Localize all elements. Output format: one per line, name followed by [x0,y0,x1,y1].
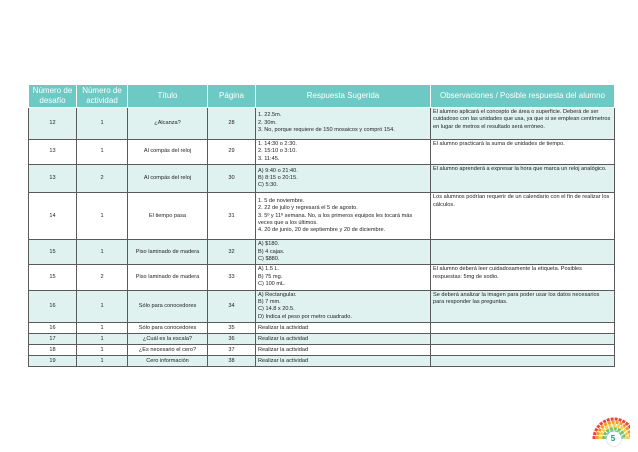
cell-desafio: 17 [29,334,77,345]
cell-observaciones [431,356,615,367]
cell-titulo: ¿Es necesario el cero? [128,345,208,356]
cell-desafio: 15 [29,240,77,265]
header-pagina: Página [208,85,256,108]
cell-desafio: 13 [29,165,77,193]
respuesta-line: 2. 22 de julio y regresará el 5 de agosto. [258,205,358,212]
respuesta-line: C) 14.8 x 20.5. [258,306,295,313]
respuesta-line: 3. No, porque requiere de 150 mosaicos y compró 154. [258,127,395,134]
table-row [29,140,615,165]
respuesta-line: Realizar la actividad [258,346,309,353]
cell-observaciones: Los alumnos podrían requerir de un calendario con el fin de realizar los cálculos. [431,193,615,240]
table-row [29,193,615,240]
cell-actividad: 2 [77,265,128,290]
respuesta-line: C) $880. [258,256,280,263]
respuesta-line: A) 1.5 L. [258,266,280,273]
header-respuesta: Respuesta Sugerida [256,85,431,108]
cell-actividad: 1 [77,334,128,345]
cell-desafio: 16 [29,290,77,323]
table-row [29,265,615,290]
cell-titulo: Piso laminado de madera [128,240,208,265]
cell-pagina: 30 [208,165,256,193]
cell-observaciones: El alumno deberá leer cuidadosamente la etiqueta. Posibles respuestas: 5mg de sodio. [431,265,615,290]
respuesta-line: B) 7 mm. [258,299,281,306]
cell-desafio: 12 [29,108,77,140]
cell-respuesta [256,334,431,345]
cell-respuesta [256,165,431,193]
cell-respuesta [256,265,431,290]
cell-titulo: Al compás del reloj [128,165,208,193]
cell-pagina: 32 [208,240,256,265]
cell-respuesta [256,345,431,356]
respuesta-line: 4. 20 de junio, 20 de septiembre y 20 de diciembre. [258,227,386,234]
table-body [29,108,615,367]
cell-actividad: 1 [77,108,128,140]
header-numero-actividad: Número de actividad [77,85,128,108]
cell-titulo: El tiempo pasa [128,193,208,240]
cell-pagina: 28 [208,108,256,140]
cell-respuesta [256,240,431,265]
activities-table [28,84,615,367]
cell-actividad: 1 [77,356,128,367]
cell-titulo: ¿Alcanza? [128,108,208,140]
cell-desafio: 16 [29,323,77,334]
cell-observaciones [431,240,615,265]
header-observaciones: Observaciones / Posible respuesta del alumno [431,85,615,108]
cell-actividad: 2 [77,165,128,193]
cell-actividad: 1 [77,345,128,356]
cell-actividad: 1 [77,193,128,240]
table-row [29,323,615,334]
respuesta-line: A) 9:40 o 21:40. [258,167,298,174]
cell-observaciones: Se deberá analizar la imagen para poder usar los datos necesarios para responder las preguntas. [431,290,615,323]
cell-observaciones: El alumno aplicará el concepto de área o superficie. Deberá de ser cuidadoso con las unidades que usa, ya que si se emplean centímetros en lugar de metros el resultado será erróneo. [431,108,615,140]
cell-pagina: 35 [208,323,256,334]
page-number: 5 [610,434,616,443]
cell-actividad: 1 [77,290,128,323]
cell-pagina: 38 [208,356,256,367]
cell-respuesta [256,140,431,165]
cell-desafio: 13 [29,140,77,165]
cell-titulo: Al compás del reloj [128,140,208,165]
table-row [29,240,615,265]
respuesta-line: 3. 5º y 11º semana. No, a los primeros equipos les tocará más veces que a los últimos. [258,212,413,226]
respuesta-line: 1. 5 de noviembre. [258,197,305,204]
cell-pagina: 37 [208,345,256,356]
header-titulo: Título [128,85,208,108]
header-numero-desafio: Número de desafío [29,85,77,108]
cell-pagina: 29 [208,140,256,165]
cell-desafio: 18 [29,345,77,356]
respuesta-line: 1. 14:30 o 2:30. [258,141,297,147]
respuesta-line: 2. 30m. [258,119,277,126]
cell-pagina: 31 [208,193,256,240]
cell-observaciones: El alumno practicará la suma de unidades de tiempo. [431,140,615,165]
cell-pagina: 34 [208,290,256,323]
cell-titulo: Sólo para conocedores [128,290,208,323]
table-row [29,165,615,193]
cell-desafio: 19 [29,356,77,367]
respuesta-line: A) $180. [258,241,280,248]
cell-respuesta [256,108,431,140]
header-row [29,85,615,108]
cell-titulo: Sólo para conocedores [128,323,208,334]
cell-desafio: 15 [29,265,77,290]
cell-titulo: Cero información [128,356,208,367]
cell-titulo: Piso laminado de madera [128,265,208,290]
table-row [29,290,615,323]
cell-desafio: 14 [29,193,77,240]
respuesta-line: B) 4 cajas. [258,248,285,255]
respuesta-line: Realizar la actividad [258,324,309,331]
cell-pagina: 36 [208,334,256,345]
respuesta-line: Realizar la actividad [258,357,309,364]
respuesta-line: D) Indica el peso por metro cuadrado. [258,313,352,320]
respuesta-line: C) 5:30. [258,182,278,189]
cell-observaciones [431,345,615,356]
cell-actividad: 1 [77,140,128,165]
respuesta-line: B) 75 mg. [258,273,283,280]
table-row [29,356,615,367]
respuesta-line: B) 8:15 o 20:15. [258,175,298,182]
respuesta-line: 3. 11:45. [258,155,280,162]
cell-actividad: 1 [77,240,128,265]
table-row [29,108,615,140]
respuesta-line: 1. 22.5m. [258,112,282,119]
cell-respuesta [256,323,431,334]
respuesta-line: Realizar la actividad [258,335,309,342]
cell-observaciones: El alumno aprenderá a expresar la hora que marca un reloj analógico. [431,165,615,193]
cell-respuesta [256,290,431,323]
cell-pagina: 33 [208,265,256,290]
cell-respuesta [256,193,431,240]
respuesta-line: A) Rectangular. [258,291,297,298]
cell-titulo: ¿Cuál es la escala? [128,334,208,345]
respuesta-line: 2. 15:10 o 3:10. [258,148,297,155]
table-row [29,334,615,345]
cell-actividad: 1 [77,323,128,334]
table-row [29,345,615,356]
cell-observaciones [431,334,615,345]
respuesta-line: C) 100 mL. [258,281,286,288]
cell-respuesta [256,356,431,367]
cell-observaciones [431,323,615,334]
